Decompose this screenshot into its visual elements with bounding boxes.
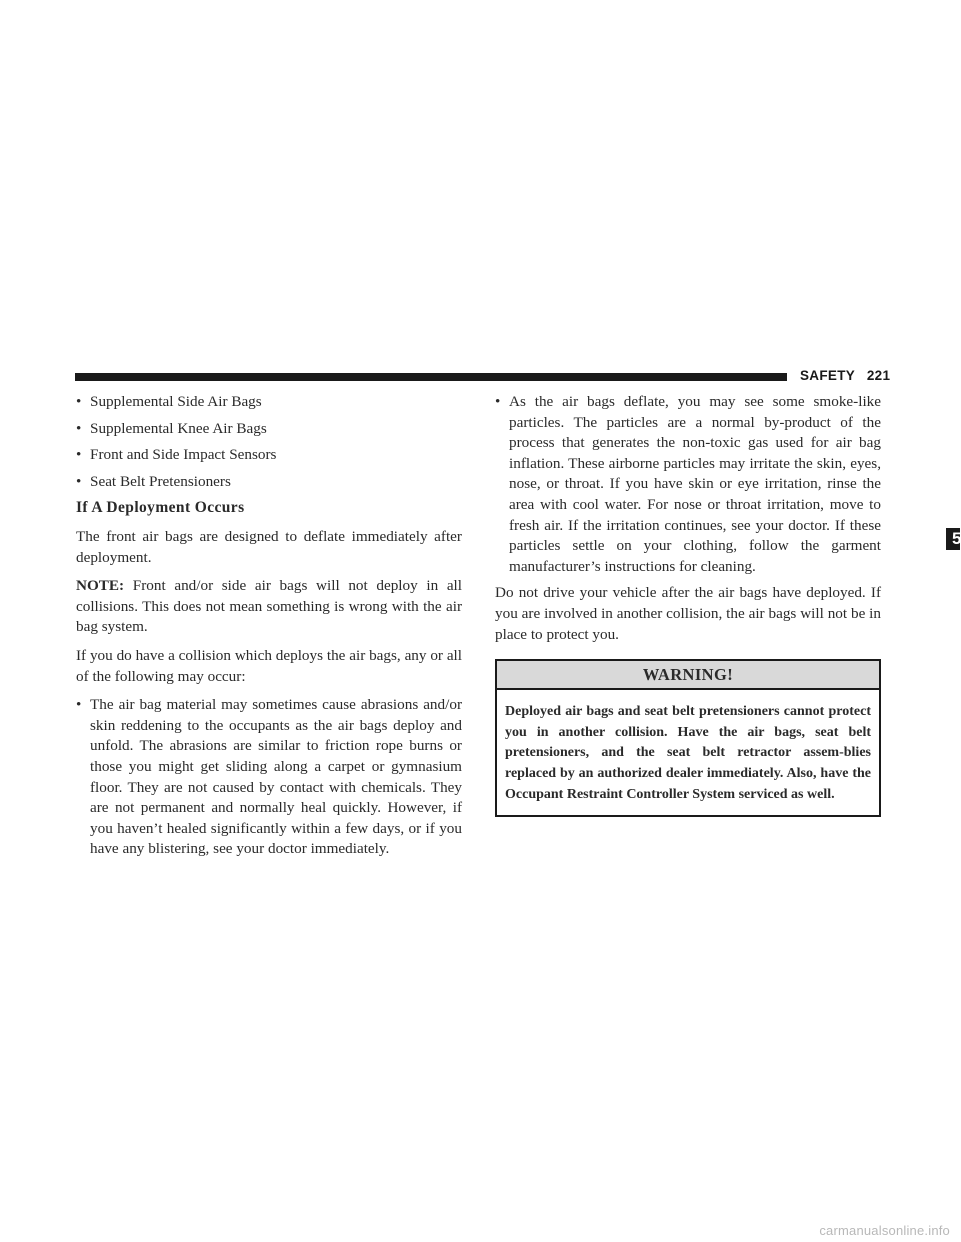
note-paragraph (76, 576, 462, 638)
section-title: SAFETY (800, 368, 855, 383)
warning-text: Deployed air bags and seat belt pretensioners cannot protect you in another collision. Have the air bags, seat belt pretensioners, and the seat belt retractor assem-blies replaced by an authorized dealer immediately. Also, have the Occupant Restraint Controller System serviced as well. (505, 704, 871, 802)
list-item: • As the air bags deflate, you may see some smoke-like particles. The particles are a normal by-product of the process that generates the non-toxic gas used for air bag inflation. These airborne particles may irritate the skin, eyes, nose, or throat. If you have skin or eye irritation, rinse the area with cool water. For nose or throat irritation, move to fresh air. If the irritation continues, see your doctor. If these particles settle on your clothing, follow the garment manufacturer’s instructions for cleaning. (495, 392, 881, 577)
list-item: • Front and Side Impact Sensors (76, 445, 462, 466)
effects-list (76, 695, 462, 860)
right-column (495, 392, 881, 817)
chapter-tab-number: 5 (952, 529, 961, 548)
header-rule (75, 373, 787, 381)
list-item: • Supplemental Knee Air Bags (76, 419, 462, 440)
left-column (76, 392, 462, 866)
warning-title: WARNING! (497, 661, 879, 690)
effects-list-continued (495, 392, 881, 577)
paragraph-collision: If you do have a collision which deploys the air bags, any or all of the following may occur: (76, 646, 462, 685)
page-number: 221 (866, 368, 891, 383)
list-item: • The air bag material may sometimes cause abrasions and/or skin reddening to the occupants as the air bags deploy and unfold. The abrasions are similar to friction rope burns or those you might get sliding along a carpet or gymnasium floor. They are not caused by contact with chemicals. They are not permanent and normally heal quickly. However, if you haven’t healed significantly within a few days, or if you have any blistering, see your doctor immediately. (76, 695, 462, 860)
list-item: • Seat Belt Pretensioners (76, 472, 462, 493)
paragraph-do-not-drive: Do not drive your vehicle after the air bags have deployed. If you are involved in another collision, the air bags will not be in place to protect you. (495, 584, 881, 643)
component-list (76, 392, 462, 492)
note-label: NOTE: (76, 577, 125, 595)
watermark: carmanualsonline.info (819, 1223, 950, 1238)
section-heading: If A Deployment Occurs (76, 499, 245, 517)
running-head (800, 368, 890, 383)
warning-box (495, 659, 881, 817)
paragraph-deflate: The front air bags are designed to deflate immediately after deployment. (76, 527, 462, 566)
list-item: • Supplemental Side Air Bags (76, 392, 462, 413)
note-text: Front and/or side air bags will not deploy in all collisions. This does not mean something is wrong with the air bag system. (76, 577, 462, 636)
